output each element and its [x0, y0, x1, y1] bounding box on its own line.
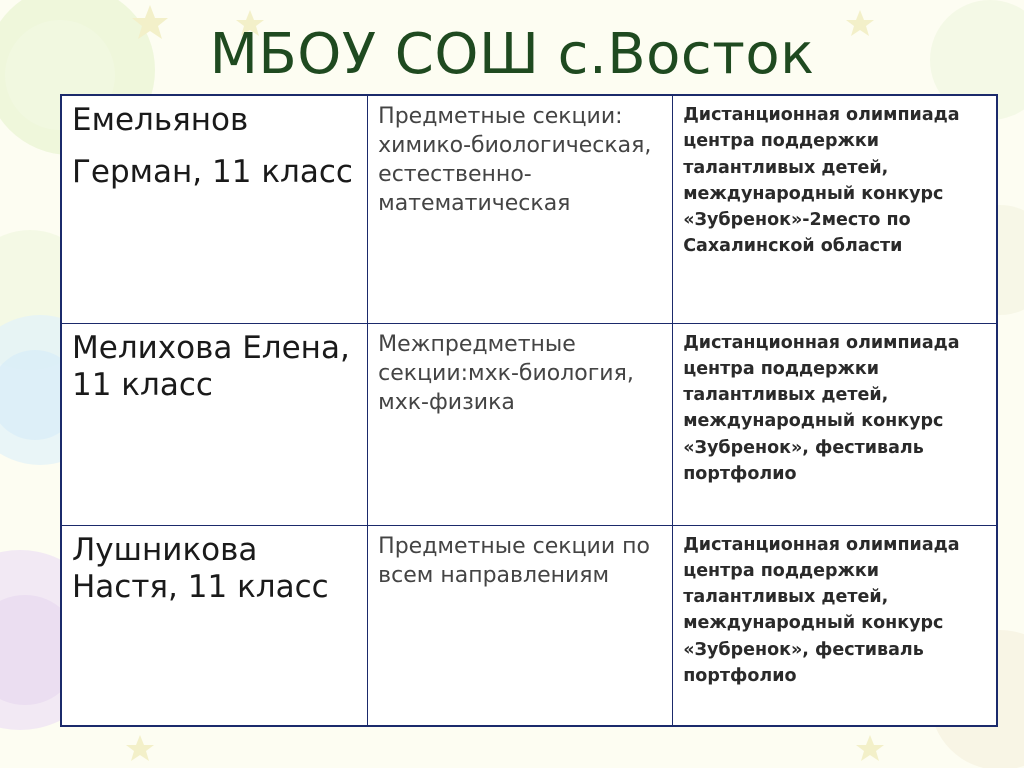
table-row	[61, 525, 997, 726]
table-row	[61, 323, 997, 525]
achievements-cell: Дистанционная олимпиада центра поддержки талантливых детей, международный конкурс «Зубренок», фестиваль портфолио	[673, 525, 997, 726]
page-title: МБОУ СОШ с.Восток	[209, 22, 815, 87]
achievements-cell: Дистанционная олимпиада центра поддержки талантливых детей, международный конкурс «Зубренок»-2место по Сахалинской области	[673, 95, 997, 323]
sections-cell: Предметные секции: химико-биологическая, естественно-математическая	[368, 95, 673, 323]
table-row	[61, 95, 997, 323]
student-surname: Емельянов	[72, 102, 249, 138]
student-name-cell	[61, 95, 368, 323]
sections-cell: Предметные секции по всем направлениям	[368, 525, 673, 726]
sections-cell: Межпредметные секции:мхк-биология, мхк-физика	[368, 323, 673, 525]
student-name-class: Герман, 11 класс	[72, 153, 353, 190]
achievements-cell: Дистанционная олимпиада центра поддержки талантливых детей, международный конкурс «Зубренок», фестиваль портфолио	[673, 323, 997, 525]
student-name-cell: Лушникова Настя, 11 класс	[61, 525, 368, 726]
students-table	[60, 94, 998, 727]
student-name-cell: Мелихова Елена, 11 класс	[61, 323, 368, 525]
